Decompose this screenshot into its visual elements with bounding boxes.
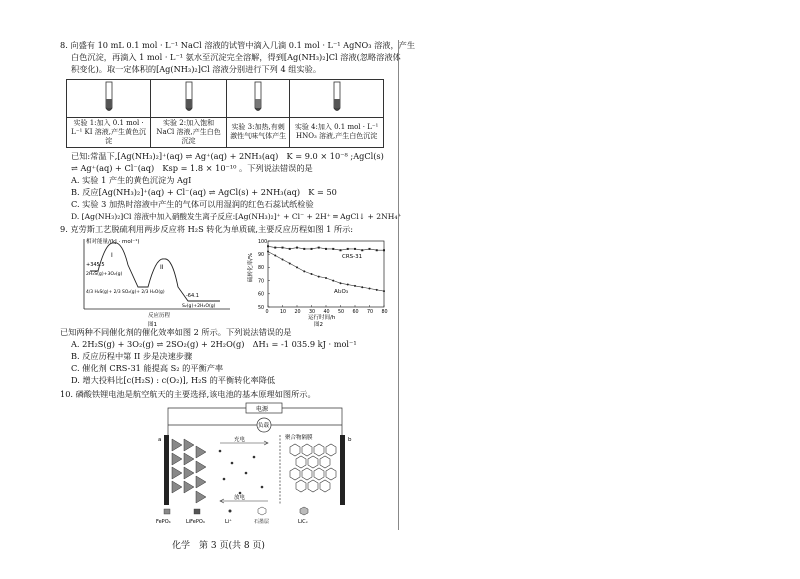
- fig2-data-point: [303, 248, 305, 250]
- fig1-end-value: -64.1: [186, 293, 199, 300]
- fig2-data-point: [267, 246, 269, 248]
- fig1-peak-2: II: [160, 264, 164, 272]
- fig1-xlabel: 反应历程: [148, 313, 171, 320]
- fig2-series-label-crs31: CRS-31: [342, 254, 363, 261]
- fig2-x-tick-label: 10: [280, 310, 287, 316]
- question-8: [60, 40, 416, 222]
- conversion-rate-chart: [246, 235, 390, 327]
- fig1-mid-species: 4/3 H₂S(g)+ 2/3 SO₂(g)+ 2/3 H₂O(g): [86, 290, 165, 296]
- fig2-data-point: [347, 284, 349, 286]
- fig2-data-point: [296, 267, 298, 269]
- fig2-x-tick-label: 50: [338, 310, 345, 316]
- fig2-data-point: [354, 248, 356, 250]
- experiment-4-text: 实验 4:加入 0.1 mol · L⁻¹ HNO₃ 溶液,产生白色沉淀: [290, 117, 384, 147]
- q10-stem: 10. 磷酸铁锂电池是航空航天的主要选择,该电池的基本原理如图所示。: [60, 388, 316, 399]
- q9-intro: 已知两种不同催化剂的催化效率如图 2 所示。下列说法错误的是: [60, 327, 292, 338]
- fig2-data-point: [289, 248, 291, 250]
- fig2-data-point: [361, 287, 363, 289]
- battery-diagram: [150, 401, 380, 527]
- fig2-ylabel: 硫转化率/%: [248, 253, 254, 283]
- fig2-series-label-al2o3: Al₂O₃: [334, 289, 349, 296]
- fig2-data-point: [296, 247, 298, 249]
- test-tube-icon: [251, 81, 265, 113]
- legend-fepo4: FePO₄: [156, 518, 171, 525]
- fig2-x-tick-label: 20: [294, 310, 301, 316]
- power-source-label: 电源: [256, 405, 269, 413]
- charge-label: 充电: [234, 436, 246, 443]
- fig2-data-point: [376, 250, 378, 252]
- test-tube-icon: [102, 81, 116, 113]
- legend-lifepo4-swatch: [194, 509, 200, 514]
- fig2-y-tick-label: 100: [258, 240, 268, 246]
- fig2-y-tick-label: 90: [258, 253, 265, 259]
- fig2-data-point: [376, 289, 378, 291]
- legend-li-ion-swatch: [229, 509, 232, 512]
- fig2-data-point: [282, 259, 284, 261]
- fig2-x-tick-label: 0: [265, 310, 269, 316]
- fig2-plot-frame: [268, 241, 384, 307]
- fig2-data-point: [347, 248, 349, 250]
- fig2-data-point: [311, 248, 313, 250]
- fig2-data-point: [340, 283, 342, 285]
- fig2-x-tick-label: 60: [352, 310, 359, 316]
- legend-graphite-swatch: [258, 507, 266, 515]
- question-10: [60, 389, 390, 527]
- fig2-x-tick-label: 30: [309, 310, 316, 316]
- fig1-start-species: 2H₂S(g)+3O₂(g): [86, 272, 123, 278]
- tube-cell-3: [226, 79, 289, 117]
- fig1-peak-1: I: [111, 252, 113, 260]
- lifepo4-cathode-lattice: [172, 439, 206, 503]
- fig2-data-point: [311, 273, 313, 275]
- q8-stem-line-2: 白色沉淀，再滴入 1 mol · L⁻¹ 氨水至沉淀完全溶解，得到[Ag(NH₃)₂]Cl 溶液(忽略溶液体: [71, 51, 401, 62]
- page-footer: 化学 第 3 页(共 8 页): [172, 541, 265, 551]
- fig2-data-point: [318, 247, 320, 249]
- fig2-xlabel: 运行时间/h: [308, 315, 336, 322]
- electrode-b-label: b: [348, 436, 352, 443]
- tube-cell-2: [151, 79, 227, 117]
- q9-stem: 9. 克劳斯工艺脱硫利用两步反应将 H₂S 转化为单质硫,主要反应历程如图 1 所示:: [60, 223, 354, 234]
- q8-option-d: D. [Ag(NH₃)₂]Cl 溶液中加入硝酸发生离子反应:[Ag(NH₃)₂]⁺ + Cl⁻ + 2H⁺ ═ AgCl↓ + 2NH₄⁺: [71, 211, 402, 221]
- fig2-data-point: [332, 248, 334, 250]
- q8-known-2: ⇌ Ag⁺(aq) + Cl⁻(aq) Ksp = 1.8 × 10⁻¹⁰ 。下列说法错误的是: [71, 162, 313, 173]
- fig2-data-point: [354, 285, 356, 287]
- q9-option-d: D. 增大投料比[c(H₂S) : c(O₂)], H₂S 的平衡转化率降低: [71, 374, 276, 385]
- fig2-data-point: [267, 251, 269, 253]
- electrode-b: [340, 435, 345, 505]
- fig2-x-tick-label: 40: [323, 310, 330, 316]
- legend-li-ion: Li⁺: [225, 518, 232, 525]
- q8-stem-line-3: 积变化)。取一定体积的[Ag(NH₃)₂]Cl 溶液分别进行下列 4 组实验。: [71, 63, 322, 74]
- lithium-ion-dots: [219, 449, 264, 494]
- fig2-caption: 图2: [314, 322, 323, 328]
- fig2-data-point: [369, 248, 371, 250]
- q10-figure-wrap: [60, 401, 390, 527]
- fig2-x-tick-label: 70: [367, 310, 374, 316]
- q9-option-c: C. 催化剂 CRS-31 能提高 S₂ 的平衡产率: [71, 363, 224, 374]
- fig2-data-point: [318, 276, 320, 278]
- legend-lifepo4: LiFePO₄: [186, 518, 205, 525]
- fig2-x-tick-label: 80: [381, 310, 388, 316]
- fig2-data-point: [361, 250, 363, 252]
- fig2-data-point: [340, 250, 342, 252]
- discharge-label: 放电: [234, 494, 246, 501]
- fig2-data-point: [282, 247, 284, 249]
- experiment-1-text: 实验 1:加入 0.1 mol · L⁻¹ KI 溶液,产生黄色沉淀: [67, 117, 151, 147]
- experiment-table: [66, 79, 384, 148]
- fig2-data-point: [369, 288, 371, 290]
- test-tube-icon: [182, 81, 196, 113]
- q8-option-b: B. 反应[Ag(NH₃)₂]⁺(aq) + Cl⁻(aq) ⇌ AgCl(s) + 2NH₃(aq) K = 50: [71, 186, 337, 197]
- fig2-series-line-1: [268, 252, 384, 292]
- graphite-anode-lattice: [290, 444, 336, 492]
- energy-profile-figure: [70, 235, 240, 327]
- fig2-y-tick-label: 80: [258, 266, 265, 272]
- fig2-data-point: [274, 255, 276, 257]
- q9-option-a: A. 2H₂S(g) + 3O₂(g) ⇌ 2SO₂(g) + 2H₂O(g) ΔH₁ = -1 035.9 kJ · mol⁻¹: [71, 339, 357, 350]
- fig2-y-tick-label: 50: [258, 306, 265, 312]
- fig2-data-point: [289, 263, 291, 265]
- fig1-ylabel: 相对能量/(kJ · mol⁻¹): [86, 239, 140, 246]
- fig2-data-point: [325, 277, 327, 279]
- q9-option-b: B. 反应历程中第 II 步是决速步骤: [71, 351, 193, 362]
- fig1-caption: 图1: [148, 322, 157, 328]
- q8-option-c: C. 实验 3 加热时溶液中产生的气体可以用湿润的红色石蕊试纸检验: [71, 198, 314, 209]
- test-tube-icon: [330, 81, 344, 113]
- legend-graphite: 石墨层: [254, 518, 270, 525]
- fig2-data-point: [274, 247, 276, 249]
- load-label: 负载: [258, 422, 270, 429]
- q8-option-a: A. 实验 1 产生的黄色沉淀为 AgI: [71, 174, 192, 185]
- legend-licx-swatch: [300, 507, 308, 515]
- fig2-y-tick-label: 60: [258, 292, 265, 298]
- fig2-data-point: [332, 280, 334, 282]
- q9-figures: [60, 235, 390, 327]
- electrode-a-label: a: [158, 436, 162, 443]
- tube-cell-4: [290, 79, 384, 117]
- left-column: [60, 40, 416, 529]
- electrode-a: [164, 435, 169, 505]
- question-9: [60, 224, 390, 387]
- fig2-data-point: [383, 291, 385, 293]
- fig1-start-value: +345.5: [86, 262, 105, 269]
- fig2-data-point: [303, 271, 305, 273]
- fig2-data-point: [325, 248, 327, 250]
- tube-cell-1: [67, 79, 151, 117]
- legend-licx: LiCₓ: [298, 518, 308, 525]
- q8-known-1: 已知:常温下,[Ag(NH₃)₂]⁺(aq) ⇌ Ag⁺(aq) + 2NH₃(aq) K = 9.0 × 10⁻⁸ ;AgCl(s): [71, 151, 384, 162]
- fig1-end-species: S₂(g)+2H₂O(g): [182, 304, 216, 310]
- fig2-y-tick-label: 70: [258, 279, 265, 285]
- membrane-label: 聚合物隔膜: [285, 434, 313, 441]
- q8-stem-line-1: 8. 向盛有 10 mL 0.1 mol · L⁻¹ NaCl 溶液的试管中滴入几滴 0.1 mol · L⁻¹ AgNO₃ 溶液，产生: [60, 40, 416, 50]
- legend-fepo4-swatch: [164, 509, 170, 514]
- experiment-2-text: 实验 2:加入饱和 NaCl 溶液,产生白色沉淀: [151, 117, 227, 147]
- fig2-data-point: [383, 250, 385, 252]
- column-divider: [398, 40, 399, 530]
- experiment-3-text: 实验 3:加热,有刺激性气味气体产生: [226, 117, 289, 147]
